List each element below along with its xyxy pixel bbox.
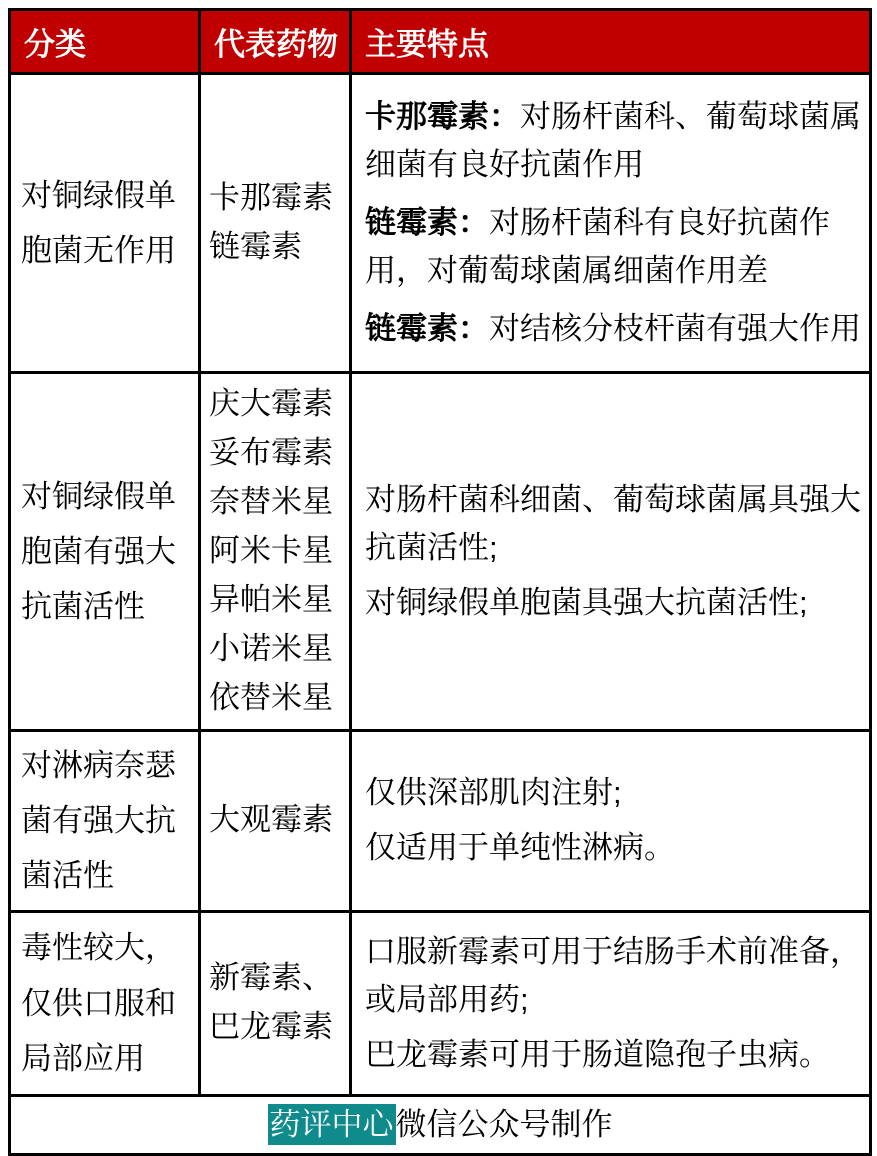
feature-paragraph (365, 93, 861, 189)
drug-name: 链霉素 (209, 229, 302, 265)
drug-name: 依替米星 (209, 680, 333, 716)
drug-name: 妥布霉素 (209, 435, 333, 471)
drug-name: 阿米卡星 (209, 533, 333, 569)
category-cell: 对铜绿假单胞菌无作用 (10, 74, 200, 373)
feature-text: 对结核分枝杆菌有强大作用 (489, 311, 861, 347)
feature-paragraph: 仅适用于单纯性淋病。 (365, 830, 675, 866)
drugs-cell (200, 373, 351, 731)
footer-cell (10, 1095, 871, 1154)
antibiotics-classification-table (8, 8, 872, 1156)
header-cell-category: 分类 (10, 10, 200, 74)
feature-text: 对肠杆菌科、葡萄球菌属细菌有良好抗菌作用 (365, 99, 861, 183)
drug-name: 新霉素、 (209, 960, 333, 996)
category-cell: 毒性较大，仅供口服和局部应用 (10, 911, 200, 1095)
drug-name: 卡那霉素 (209, 180, 333, 216)
features-cell (351, 373, 871, 731)
header-cell-drugs: 代表药物 (200, 10, 351, 74)
feature-text: 对肠杆菌科有良好抗菌作用，对葡萄球菌属细菌作用差 (365, 205, 830, 289)
feature-paragraph: 对铜绿假单胞菌具强大抗菌活性; (365, 585, 808, 621)
feature-paragraph: 仅供深部肌肉注射; (365, 775, 622, 811)
table-row (10, 74, 871, 373)
drugs-cell (200, 731, 351, 912)
table-row (10, 373, 871, 731)
drug-name: 奈替米星 (209, 484, 333, 520)
drug-name: 异帕米星 (209, 582, 333, 618)
footer-text: 微信公众号制作 (395, 1106, 613, 1142)
drug-name: 巴龙霉素 (209, 1009, 333, 1045)
footer-row (10, 1095, 871, 1154)
drug-label: 链霉素： (365, 205, 489, 241)
drugs-cell (200, 911, 351, 1095)
drug-label: 卡那霉素： (365, 99, 520, 134)
drug-label: 链霉素： (365, 311, 489, 347)
category-cell: 对淋病奈瑟菌有强大抗菌活性 (10, 731, 200, 912)
drug-name: 大观霉素 (209, 802, 333, 838)
source-badge: 药评中心 (268, 1104, 396, 1145)
table-row (10, 911, 871, 1095)
header-cell-features: 主要特点 (351, 10, 871, 74)
features-cell (351, 74, 871, 373)
feature-paragraph: 口服新霉素可用于结肠手术前准备，或局部用药; (365, 933, 861, 1017)
category-cell: 对铜绿假单胞菌有强大抗菌活性 (10, 373, 200, 731)
table-row (10, 731, 871, 912)
feature-paragraph: 对肠杆菌科细菌、葡萄球菌属具强大抗菌活性; (365, 482, 861, 566)
drug-name: 庆大霉素 (209, 386, 333, 422)
features-cell (351, 911, 871, 1095)
feature-paragraph: 巴龙霉素可用于肠道隐孢子虫病。 (365, 1036, 830, 1072)
feature-paragraph (365, 305, 861, 353)
feature-paragraph (365, 199, 861, 295)
table-header-row (10, 10, 871, 74)
features-cell (351, 731, 871, 912)
drug-name: 小诺米星 (209, 631, 333, 667)
drugs-cell (200, 74, 351, 373)
